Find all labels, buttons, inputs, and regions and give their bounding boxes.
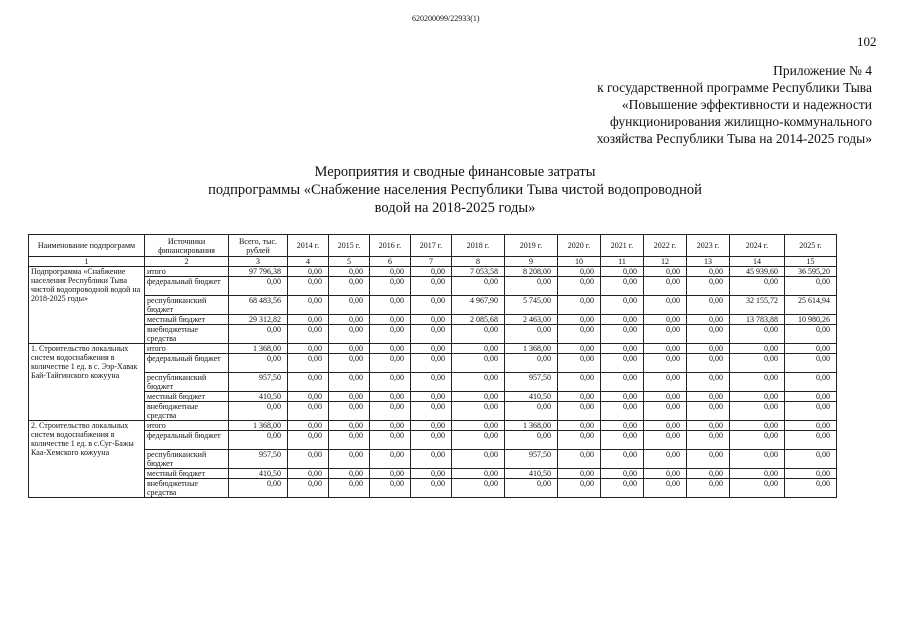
amount-cell: 0,00 bbox=[229, 431, 288, 450]
amount-cell: 29 312,82 bbox=[229, 315, 288, 325]
amount-cell: 0,00 bbox=[687, 402, 730, 421]
amount-cell: 0,00 bbox=[785, 421, 837, 431]
column-index: 4 bbox=[288, 257, 329, 267]
amount-cell: 0,00 bbox=[785, 431, 837, 450]
amount-cell: 0,00 bbox=[644, 373, 687, 392]
amount-cell: 0,00 bbox=[411, 296, 452, 315]
amount-cell: 0,00 bbox=[730, 325, 785, 344]
amount-cell: 957,50 bbox=[505, 373, 558, 392]
column-index: 15 bbox=[785, 257, 837, 267]
amount-cell: 0,00 bbox=[558, 469, 601, 479]
amount-cell: 0,00 bbox=[644, 344, 687, 354]
amount-cell: 0,00 bbox=[558, 373, 601, 392]
column-header: 2025 г. bbox=[785, 235, 837, 257]
amount-cell: 0,00 bbox=[329, 392, 370, 402]
amount-cell: 0,00 bbox=[558, 450, 601, 469]
amount-cell: 0,00 bbox=[288, 325, 329, 344]
program-name-cell: 2. Строительство локальных систем водоснабжения в количестве 1 ед. в с.Суг-Бажы Каа-Хемского кожууна bbox=[29, 421, 145, 498]
amount-cell: 0,00 bbox=[730, 277, 785, 296]
amount-cell: 0,00 bbox=[730, 421, 785, 431]
funding-source-cell: внебюджетные средства bbox=[145, 479, 229, 498]
amount-cell: 0,00 bbox=[370, 344, 411, 354]
page-number: 102 bbox=[857, 34, 877, 49]
amount-cell: 0,00 bbox=[730, 402, 785, 421]
table-row bbox=[29, 344, 837, 354]
amount-cell: 0,00 bbox=[288, 469, 329, 479]
amount-cell: 1 368,00 bbox=[229, 421, 288, 431]
amount-cell: 0,00 bbox=[329, 277, 370, 296]
column-header: Источники финансирования bbox=[145, 235, 229, 257]
amount-cell: 0,00 bbox=[730, 344, 785, 354]
amount-cell: 0,00 bbox=[288, 373, 329, 392]
amount-cell: 1 368,00 bbox=[505, 344, 558, 354]
amount-cell: 0,00 bbox=[558, 421, 601, 431]
funding-source-cell: республиканский бюджет bbox=[145, 450, 229, 469]
amount-cell: 0,00 bbox=[785, 469, 837, 479]
column-header: 2017 г. bbox=[411, 235, 452, 257]
amount-cell: 0,00 bbox=[785, 344, 837, 354]
amount-cell: 0,00 bbox=[288, 431, 329, 450]
amount-cell: 0,00 bbox=[452, 450, 505, 469]
amount-cell: 0,00 bbox=[687, 315, 730, 325]
amount-cell: 0,00 bbox=[644, 479, 687, 498]
amount-cell: 0,00 bbox=[644, 267, 687, 277]
amount-cell: 0,00 bbox=[452, 373, 505, 392]
amount-cell: 0,00 bbox=[229, 277, 288, 296]
amount-cell: 957,50 bbox=[229, 373, 288, 392]
amount-cell: 0,00 bbox=[411, 431, 452, 450]
amount-cell: 0,00 bbox=[229, 402, 288, 421]
appendix-line: к государственной программе Республики Тыва bbox=[597, 80, 872, 95]
amount-cell: 0,00 bbox=[452, 354, 505, 373]
amount-cell: 7 053,58 bbox=[452, 267, 505, 277]
amount-cell: 0,00 bbox=[644, 431, 687, 450]
column-index: 6 bbox=[370, 257, 411, 267]
amount-cell: 0,00 bbox=[558, 267, 601, 277]
title-line: подпрограммы «Снабжение населения Республики Тыва чистой водопроводной bbox=[208, 182, 702, 198]
amount-cell: 0,00 bbox=[288, 421, 329, 431]
amount-cell: 0,00 bbox=[601, 402, 644, 421]
amount-cell: 410,50 bbox=[505, 392, 558, 402]
amount-cell: 0,00 bbox=[644, 315, 687, 325]
amount-cell: 0,00 bbox=[370, 402, 411, 421]
amount-cell: 0,00 bbox=[785, 402, 837, 421]
amount-cell: 0,00 bbox=[730, 392, 785, 402]
column-header: 2024 г. bbox=[730, 235, 785, 257]
amount-cell: 0,00 bbox=[644, 402, 687, 421]
amount-cell: 0,00 bbox=[785, 354, 837, 373]
amount-cell: 5 745,00 bbox=[505, 296, 558, 315]
amount-cell: 0,00 bbox=[370, 325, 411, 344]
column-index: 13 bbox=[687, 257, 730, 267]
funding-source-cell: итого bbox=[145, 421, 229, 431]
amount-cell: 1 368,00 bbox=[229, 344, 288, 354]
amount-cell: 0,00 bbox=[329, 450, 370, 469]
amount-cell: 0,00 bbox=[558, 344, 601, 354]
amount-cell: 8 208,00 bbox=[505, 267, 558, 277]
amount-cell: 0,00 bbox=[411, 267, 452, 277]
amount-cell: 0,00 bbox=[644, 469, 687, 479]
amount-cell: 0,00 bbox=[730, 354, 785, 373]
amount-cell: 0,00 bbox=[411, 469, 452, 479]
amount-cell: 0,00 bbox=[288, 479, 329, 498]
amount-cell: 0,00 bbox=[730, 431, 785, 450]
appendix-block bbox=[452, 62, 872, 147]
amount-cell: 0,00 bbox=[687, 469, 730, 479]
amount-cell: 0,00 bbox=[644, 421, 687, 431]
table-row bbox=[29, 354, 837, 373]
amount-cell: 0,00 bbox=[370, 296, 411, 315]
amount-cell: 0,00 bbox=[505, 402, 558, 421]
amount-cell: 0,00 bbox=[687, 344, 730, 354]
header-row bbox=[29, 235, 837, 257]
amount-cell: 10 980,26 bbox=[785, 315, 837, 325]
funding-source-cell: федеральный бюджет bbox=[145, 277, 229, 296]
amount-cell: 0,00 bbox=[644, 450, 687, 469]
funding-source-cell: республиканский бюджет bbox=[145, 296, 229, 315]
funding-source-cell: республиканский бюджет bbox=[145, 373, 229, 392]
amount-cell: 0,00 bbox=[370, 392, 411, 402]
amount-cell: 68 483,56 bbox=[229, 296, 288, 315]
amount-cell: 0,00 bbox=[601, 296, 644, 315]
amount-cell: 0,00 bbox=[644, 392, 687, 402]
amount-cell: 0,00 bbox=[785, 450, 837, 469]
amount-cell: 0,00 bbox=[785, 479, 837, 498]
table-row bbox=[29, 315, 837, 325]
funding-source-cell: федеральный бюджет bbox=[145, 354, 229, 373]
amount-cell: 0,00 bbox=[730, 469, 785, 479]
amount-cell: 0,00 bbox=[601, 277, 644, 296]
column-header: 2018 г. bbox=[452, 235, 505, 257]
amount-cell: 0,00 bbox=[329, 421, 370, 431]
amount-cell: 0,00 bbox=[329, 373, 370, 392]
amount-cell: 0,00 bbox=[452, 402, 505, 421]
column-index: 8 bbox=[452, 257, 505, 267]
amount-cell: 0,00 bbox=[558, 431, 601, 450]
amount-cell: 0,00 bbox=[329, 431, 370, 450]
amount-cell: 0,00 bbox=[329, 469, 370, 479]
amount-cell: 0,00 bbox=[558, 296, 601, 315]
amount-cell: 0,00 bbox=[601, 450, 644, 469]
amount-cell: 0,00 bbox=[288, 277, 329, 296]
amount-cell: 0,00 bbox=[730, 479, 785, 498]
column-index: 2 bbox=[145, 257, 229, 267]
amount-cell: 0,00 bbox=[329, 267, 370, 277]
amount-cell: 0,00 bbox=[687, 373, 730, 392]
amount-cell: 0,00 bbox=[411, 402, 452, 421]
column-header: 2021 г. bbox=[601, 235, 644, 257]
amount-cell: 0,00 bbox=[411, 421, 452, 431]
column-header: Всего, тыс. рублей bbox=[229, 235, 288, 257]
document-title bbox=[150, 163, 760, 217]
financing-table bbox=[28, 234, 837, 498]
amount-cell: 0,00 bbox=[687, 392, 730, 402]
column-index: 14 bbox=[730, 257, 785, 267]
amount-cell: 0,00 bbox=[644, 325, 687, 344]
table-row bbox=[29, 421, 837, 431]
column-index: 5 bbox=[329, 257, 370, 267]
appendix-line: хозяйства Республики Тыва на 2014-2025 годы» bbox=[596, 131, 872, 146]
table-row bbox=[29, 325, 837, 344]
amount-cell: 0,00 bbox=[452, 392, 505, 402]
amount-cell: 0,00 bbox=[687, 277, 730, 296]
amount-cell: 0,00 bbox=[505, 431, 558, 450]
amount-cell: 0,00 bbox=[452, 479, 505, 498]
funding-source-cell: местный бюджет bbox=[145, 469, 229, 479]
program-name-cell: 1. Строительство локальных систем водоснабжения в количестве 1 ед. в с. Ээр-Хавак Бай-Тайгинского кожууна bbox=[29, 344, 145, 421]
amount-cell: 0,00 bbox=[601, 392, 644, 402]
column-index: 10 bbox=[558, 257, 601, 267]
column-header: 2023 г. bbox=[687, 235, 730, 257]
amount-cell: 0,00 bbox=[229, 325, 288, 344]
amount-cell: 0,00 bbox=[411, 479, 452, 498]
column-header: 2022 г. bbox=[644, 235, 687, 257]
title-line: водой на 2018-2025 годы» bbox=[374, 200, 536, 216]
amount-cell: 97 796,38 bbox=[229, 267, 288, 277]
amount-cell: 0,00 bbox=[288, 344, 329, 354]
amount-cell: 0,00 bbox=[505, 325, 558, 344]
column-index: 3 bbox=[229, 257, 288, 267]
funding-source-cell: внебюджетные средства bbox=[145, 402, 229, 421]
amount-cell: 0,00 bbox=[452, 421, 505, 431]
amount-cell: 0,00 bbox=[785, 277, 837, 296]
table-row bbox=[29, 296, 837, 315]
amount-cell: 0,00 bbox=[370, 277, 411, 296]
amount-cell: 0,00 bbox=[601, 479, 644, 498]
amount-cell: 0,00 bbox=[288, 392, 329, 402]
amount-cell: 0,00 bbox=[687, 431, 730, 450]
column-index: 9 bbox=[505, 257, 558, 267]
amount-cell: 0,00 bbox=[687, 479, 730, 498]
table-row bbox=[29, 450, 837, 469]
amount-cell: 0,00 bbox=[329, 479, 370, 498]
amount-cell: 0,00 bbox=[687, 450, 730, 469]
table-row bbox=[29, 267, 837, 277]
amount-cell: 0,00 bbox=[687, 267, 730, 277]
table-row bbox=[29, 469, 837, 479]
amount-cell: 410,50 bbox=[229, 392, 288, 402]
amount-cell: 0,00 bbox=[505, 354, 558, 373]
amount-cell: 0,00 bbox=[288, 315, 329, 325]
amount-cell: 0,00 bbox=[329, 296, 370, 315]
amount-cell: 36 595,20 bbox=[785, 267, 837, 277]
amount-cell: 0,00 bbox=[370, 450, 411, 469]
amount-cell: 957,50 bbox=[505, 450, 558, 469]
amount-cell: 0,00 bbox=[288, 402, 329, 421]
column-index: 11 bbox=[601, 257, 644, 267]
amount-cell: 0,00 bbox=[785, 325, 837, 344]
amount-cell: 0,00 bbox=[452, 344, 505, 354]
amount-cell: 32 155,72 bbox=[730, 296, 785, 315]
amount-cell: 0,00 bbox=[411, 277, 452, 296]
appendix-line: «Повышение эффективности и надежности bbox=[621, 97, 872, 112]
amount-cell: 0,00 bbox=[452, 325, 505, 344]
amount-cell: 0,00 bbox=[601, 469, 644, 479]
amount-cell: 0,00 bbox=[411, 373, 452, 392]
funding-source-cell: итого bbox=[145, 344, 229, 354]
amount-cell: 0,00 bbox=[370, 354, 411, 373]
amount-cell: 0,00 bbox=[452, 469, 505, 479]
amount-cell: 0,00 bbox=[558, 392, 601, 402]
table-row bbox=[29, 373, 837, 392]
amount-cell: 0,00 bbox=[229, 479, 288, 498]
amount-cell: 0,00 bbox=[329, 315, 370, 325]
amount-cell: 0,00 bbox=[411, 392, 452, 402]
amount-cell: 0,00 bbox=[370, 315, 411, 325]
amount-cell: 0,00 bbox=[730, 373, 785, 392]
amount-cell: 0,00 bbox=[411, 354, 452, 373]
amount-cell: 0,00 bbox=[229, 354, 288, 373]
funding-source-cell: внебюджетные средства bbox=[145, 325, 229, 344]
amount-cell: 0,00 bbox=[601, 344, 644, 354]
amount-cell: 13 783,88 bbox=[730, 315, 785, 325]
amount-cell: 0,00 bbox=[411, 344, 452, 354]
amount-cell: 25 614,94 bbox=[785, 296, 837, 315]
amount-cell: 0,00 bbox=[411, 315, 452, 325]
column-header: 2020 г. bbox=[558, 235, 601, 257]
amount-cell: 0,00 bbox=[288, 450, 329, 469]
column-header: Наименование подпрограмм bbox=[29, 235, 145, 257]
column-header: 2014 г. bbox=[288, 235, 329, 257]
amount-cell: 0,00 bbox=[288, 296, 329, 315]
amount-cell: 0,00 bbox=[411, 450, 452, 469]
amount-cell: 0,00 bbox=[601, 373, 644, 392]
appendix-line: Приложение № 4 bbox=[773, 63, 872, 78]
amount-cell: 0,00 bbox=[370, 267, 411, 277]
amount-cell: 0,00 bbox=[730, 450, 785, 469]
table-row bbox=[29, 277, 837, 296]
amount-cell: 0,00 bbox=[329, 325, 370, 344]
amount-cell: 1 368,00 bbox=[505, 421, 558, 431]
amount-cell: 4 967,90 bbox=[452, 296, 505, 315]
table-row bbox=[29, 479, 837, 498]
amount-cell: 0,00 bbox=[601, 325, 644, 344]
amount-cell: 0,00 bbox=[687, 354, 730, 373]
amount-cell: 0,00 bbox=[370, 431, 411, 450]
amount-cell: 0,00 bbox=[558, 354, 601, 373]
amount-cell: 0,00 bbox=[452, 431, 505, 450]
table-row bbox=[29, 392, 837, 402]
amount-cell: 0,00 bbox=[329, 402, 370, 421]
appendix-line: функционирования жилищно-коммунального bbox=[609, 114, 872, 129]
table-row bbox=[29, 431, 837, 450]
amount-cell: 0,00 bbox=[370, 373, 411, 392]
amount-cell: 0,00 bbox=[370, 469, 411, 479]
amount-cell: 0,00 bbox=[288, 267, 329, 277]
amount-cell: 0,00 bbox=[558, 479, 601, 498]
amount-cell: 0,00 bbox=[558, 402, 601, 421]
column-header: 2016 г. bbox=[370, 235, 411, 257]
amount-cell: 0,00 bbox=[411, 325, 452, 344]
document-number: 620200099/22933(1) bbox=[412, 14, 480, 23]
amount-cell: 410,50 bbox=[229, 469, 288, 479]
amount-cell: 0,00 bbox=[505, 479, 558, 498]
column-index: 1 bbox=[29, 257, 145, 267]
program-name-cell: Подпрограмма «Снабжение населения Республики Тыва чистой водопроводной водой на 2018-2025 годы» bbox=[29, 267, 145, 344]
amount-cell: 0,00 bbox=[687, 296, 730, 315]
amount-cell: 0,00 bbox=[785, 392, 837, 402]
amount-cell: 0,00 bbox=[329, 344, 370, 354]
amount-cell: 0,00 bbox=[558, 325, 601, 344]
column-header: 2019 г. bbox=[505, 235, 558, 257]
amount-cell: 0,00 bbox=[601, 421, 644, 431]
column-index-row bbox=[29, 257, 837, 267]
funding-source-cell: местный бюджет bbox=[145, 392, 229, 402]
amount-cell: 0,00 bbox=[558, 277, 601, 296]
column-header: 2015 г. bbox=[329, 235, 370, 257]
amount-cell: 0,00 bbox=[687, 421, 730, 431]
column-index: 12 bbox=[644, 257, 687, 267]
funding-source-cell: местный бюджет bbox=[145, 315, 229, 325]
amount-cell: 0,00 bbox=[370, 479, 411, 498]
column-index: 7 bbox=[411, 257, 452, 267]
amount-cell: 2 463,00 bbox=[505, 315, 558, 325]
amount-cell: 0,00 bbox=[601, 431, 644, 450]
amount-cell: 0,00 bbox=[452, 277, 505, 296]
amount-cell: 0,00 bbox=[644, 277, 687, 296]
funding-source-cell: федеральный бюджет bbox=[145, 431, 229, 450]
amount-cell: 0,00 bbox=[601, 267, 644, 277]
table-row bbox=[29, 402, 837, 421]
amount-cell: 2 085,68 bbox=[452, 315, 505, 325]
amount-cell: 0,00 bbox=[558, 315, 601, 325]
title-line: Мероприятия и сводные финансовые затраты bbox=[314, 164, 596, 180]
amount-cell: 0,00 bbox=[329, 354, 370, 373]
amount-cell: 0,00 bbox=[644, 354, 687, 373]
amount-cell: 410,50 bbox=[505, 469, 558, 479]
amount-cell: 0,00 bbox=[785, 373, 837, 392]
amount-cell: 957,50 bbox=[229, 450, 288, 469]
amount-cell: 0,00 bbox=[601, 315, 644, 325]
amount-cell: 0,00 bbox=[370, 421, 411, 431]
amount-cell: 0,00 bbox=[644, 296, 687, 315]
amount-cell: 0,00 bbox=[505, 277, 558, 296]
amount-cell: 0,00 bbox=[288, 354, 329, 373]
amount-cell: 0,00 bbox=[687, 325, 730, 344]
funding-source-cell: итого bbox=[145, 267, 229, 277]
amount-cell: 0,00 bbox=[601, 354, 644, 373]
amount-cell: 45 939,60 bbox=[730, 267, 785, 277]
